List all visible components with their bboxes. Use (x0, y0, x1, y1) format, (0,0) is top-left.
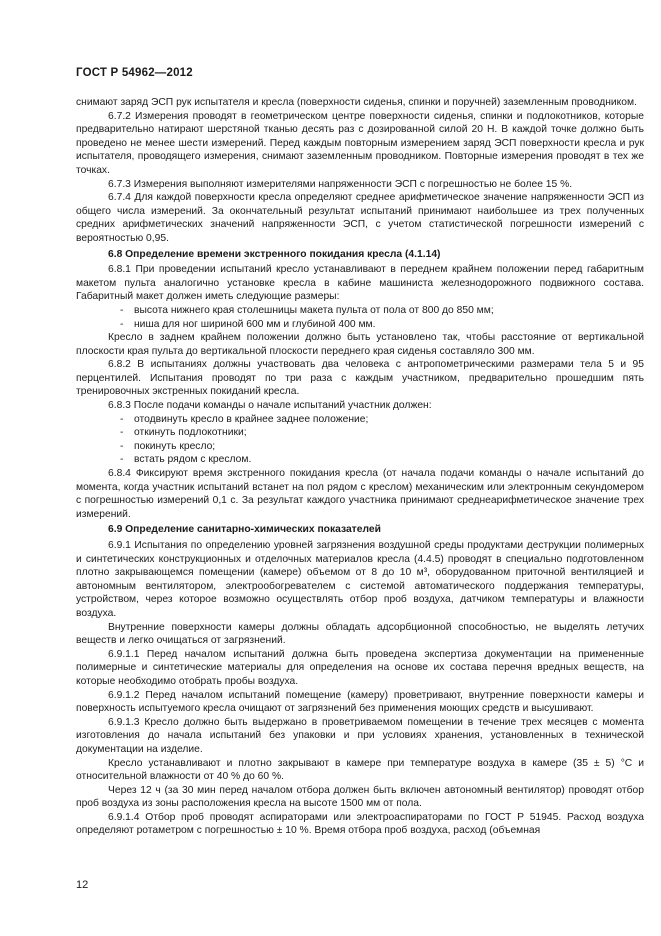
paragraph: 6.8.2 В испытаниях должны участвовать два человека с антропометрическими размерами тела 5 и 95 перцентилей. Испытания проводят по три раза с каждым участником, предварительно прошедшим пять тренировочных экстренных покиданий кресла. (76, 359, 644, 398)
document-body (76, 96, 644, 838)
paragraph: 6.9.1.2 Перед началом испытаний помещение (камеру) проветривают, внутренние поверхности камеры и поверхность испытуемого кресла очищают от загрязнений без применения моющих средств и высушивают. (76, 689, 644, 715)
paragraph: 6.9.1.1 Перед началом испытаний должна быть проведена экспертиза документации на примененные полимерные и синтетические материалы для определения на основе их состава перечня вредных веществ, на которые необходимо отобрать пробы воздуха. (76, 648, 644, 687)
list-dash: - (120, 413, 124, 425)
list-dash: - (120, 427, 124, 439)
list-item (76, 318, 644, 332)
list-item-text: покинуть кресло; (134, 440, 216, 452)
list-item (76, 304, 644, 318)
list-item (76, 413, 644, 427)
list-item (76, 440, 644, 454)
list-item-text: встать рядом с креслом. (134, 454, 252, 466)
paragraph: 6.9.1 Испытания по определению уровней загрязнения воздушной среды продуктами деструкции полимерных и синтетических конструкционных и отделочных материалов кресла (4.4.5) проводят в специально подготовленном плотно закрывающемся помещении (камере) объемом от 8 до 10 м³, оборудованном приточной вентиляцией и автономным вентилятором, электрообогревателем с системой автоматического поддержания температуры, устройством, через которое возможно осуществлять отбор проб воздуха, датчиком температуры и влажности воздуха. (76, 540, 644, 619)
paragraph: 6.8.4 Фиксируют время экстренного покидания кресла (от начала подачи команды о начале испытаний до момента, когда участник испытаний встанет на пол рядом с креслом) механическим или электронным секундомером с погрешностью измерений 0,1 с. За результат каждого участника принимают среднеарифметическое значение трех измерений. (76, 468, 644, 520)
paragraph: Кресло устанавливают и плотно закрывают в камере при температуре воздуха в камере (35 ± 5) °С и относительной влажности от 40 % до 60 %. (76, 757, 644, 783)
paragraph: 6.9.1.4 Отбор проб проводят аспираторами или электроаспираторами по ГОСТ Р 51945. Расход воздуха определяют ротаметром с погрешностью ± 10 %. Время отбора проб воздуха, расход (объемная (76, 811, 644, 837)
list-item-text: отодвинуть кресло в крайнее заднее положение; (134, 413, 369, 425)
list-item-text: ниша для ног шириной 600 мм и глубиной 400 мм. (134, 318, 376, 330)
page-number: 12 (76, 879, 89, 891)
paragraph: 6.8.3 После подачи команды о начале испытаний участник должен: (108, 400, 432, 412)
list-item (76, 426, 644, 440)
section-heading-6-9: 6.9 Определение санитарно-химических показателей (108, 524, 381, 536)
paragraph: Через 12 ч (за 30 мин перед началом отбора должен быть включен автономный вентилятор) проводят отбор проб воздуха из зоны расположения кресла на высоте 1500 мм от пола. (76, 784, 644, 810)
paragraph: 6.7.3 Измерения выполняют измерителями напряженности ЭСП с погрешностью не более 15 %. (108, 178, 573, 190)
paragraph: снимают заряд ЭСП рук испытателя и кресла (поверхности сиденья, спинки и поручней) заземленным проводником. (76, 97, 637, 108)
paragraph: 6.7.4 Для каждой поверхности кресла определяют среднее арифметическое значение напряженности ЭСП из общего числа измерений. За окончательный результат испытаний принимают наибольшее из трех полученных средних арифметических значений напряженности ЭСП, с учетом статистической погрешности измерений с вероятностью 0,95. (76, 192, 644, 244)
document-header: ГОСТ Р 54962—2012 (76, 67, 193, 79)
paragraph: 6.7.2 Измерения проводят в геометрическом центре поверхности сиденья, спинки и подлокотников, которые предварительно натирают шерстяной тканью десять раз с дозированной силой 20 Н. В каждой точке должно быть проведено не менее шести измерений. Перед каждым повторным измерением заряд ЭСП поверхности кресла и рук испытателя, проводящего измерения, снимают заземленным проводником. Повторные измерения проводят в тех же точках. (76, 110, 644, 176)
list-dash: - (120, 454, 124, 466)
list-item (76, 453, 644, 467)
section-heading-6-8: 6.8 Определение времени экстренного покидания кресла (4.1.14) (108, 248, 441, 260)
paragraph: Внутренние поверхности камеры должны обладать адсорбционной способностью, не выделять летучих веществ и легко очищаться от загрязнений. (76, 621, 644, 647)
paragraph: 6.9.1.3 Кресло должно быть выдержано в проветриваемом помещении в течение трех месяцев с момента изготовления до начала испытаний без упаковки и при условиях хранения, установленных в технической документации на изделие. (76, 716, 644, 755)
list-dash: - (120, 318, 124, 330)
paragraph: 6.8.1 При проведении испытаний кресло устанавливают в переднем крайнем положении перед габаритным макетом пульта аналогично установке кресла в кабине машиниста железнодорожного подвижного состава. Габаритный макет должен иметь следующие размеры: (76, 264, 644, 303)
paragraph: Кресло в заднем крайнем положении должно быть установлено так, чтобы расстояние от вертикальной плоскости края пульта до вертикальной плоскости переднего края сиденья составляло 300 мм. (76, 332, 644, 357)
list-item-text: высота нижнего края столешницы макета пульта от пола от 800 до 850 мм; (134, 304, 494, 316)
list-dash: - (120, 440, 124, 452)
list-dash: - (120, 304, 124, 316)
list-item-text: откинуть подлокотники; (134, 427, 247, 439)
